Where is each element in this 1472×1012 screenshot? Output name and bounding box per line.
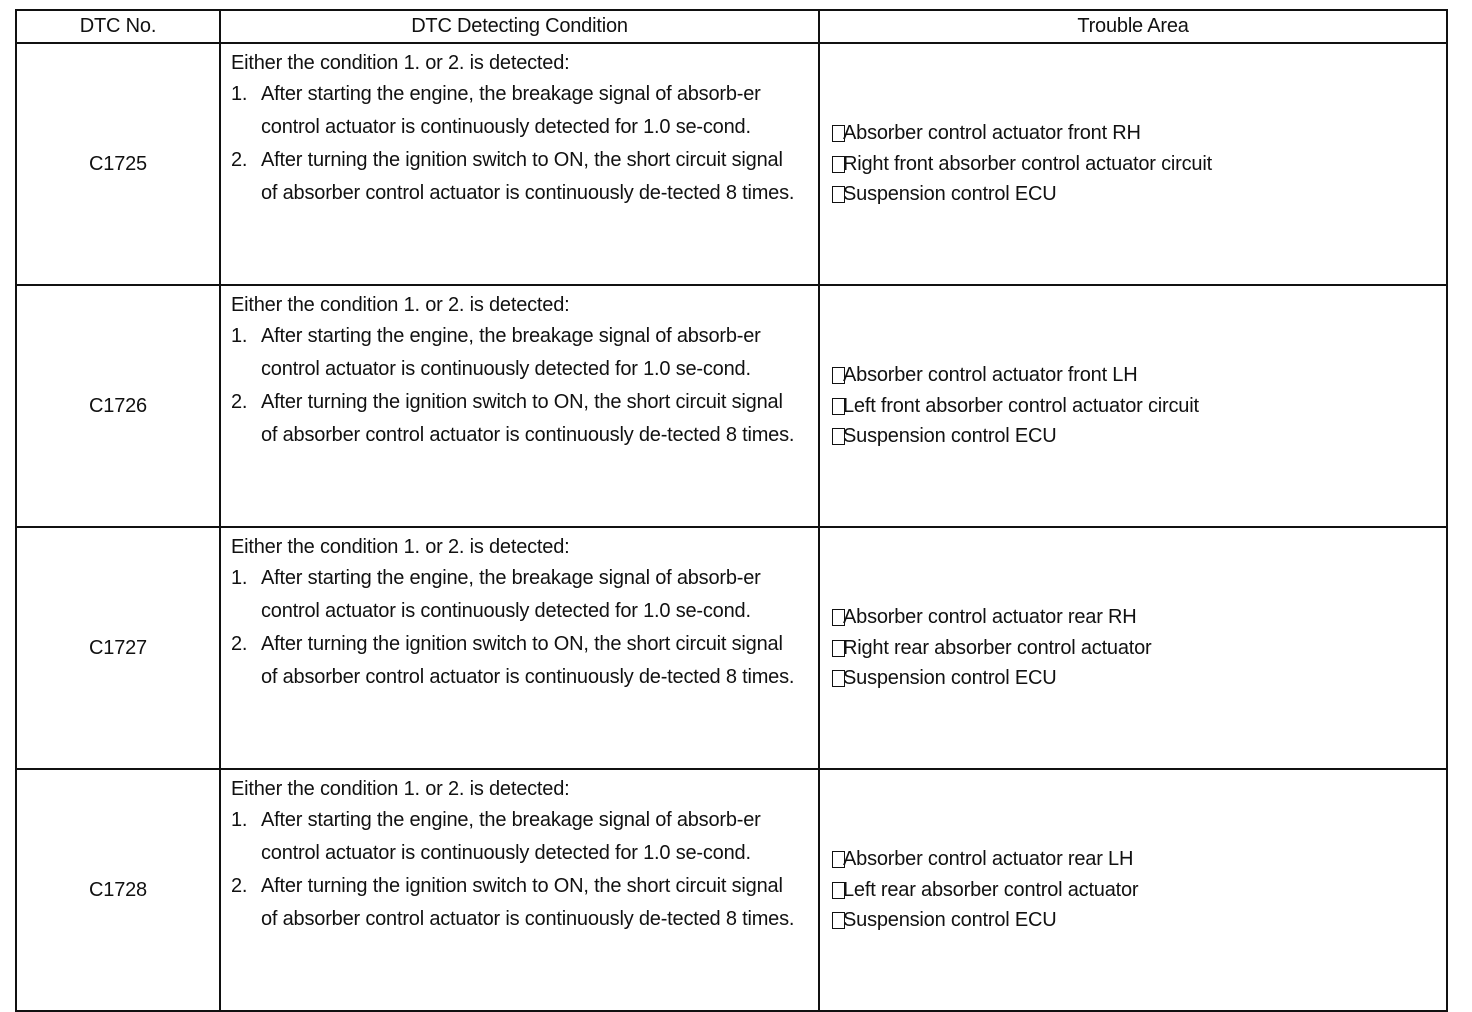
condition-text: After turning the ignition switch to ON, the short circuit signal of absorber control actuator is continuously de-tected 8 times. [261,149,795,204]
trouble-area [819,527,1447,769]
trouble-area-label: Right rear absorber control actuator [843,636,1152,659]
condition-item [231,144,802,210]
table-row [16,285,1447,527]
condition-item [231,628,802,694]
trouble-area-label: Right front absorber control actuator circuit [843,152,1212,175]
condition-item [231,870,802,936]
trouble-area-label: Absorber control actuator front RH [843,122,1141,145]
condition-number: 2. [231,633,248,655]
dtc-code: C1726 [16,285,220,527]
trouble-area-label: Absorber control actuator rear LH [843,848,1134,871]
trouble-area-label: Suspension control ECU [843,183,1057,206]
detecting-condition [220,43,819,285]
condition-number: 1. [231,83,248,105]
condition-text: After turning the ignition switch to ON, the short circuit signal of absorber control actuator is continuously de-tected 8 times. [261,633,795,688]
header-condition: DTC Detecting Condition [220,10,819,43]
condition-number: 2. [231,875,248,897]
trouble-area-item [832,360,1446,391]
trouble-area [819,43,1447,285]
trouble-area-label: Left front absorber control actuator circuit [843,394,1199,417]
dtc-code: C1728 [16,769,220,1011]
trouble-area [819,285,1447,527]
trouble-area-item [832,602,1446,633]
condition-item [231,78,802,144]
condition-text: After starting the engine, the breakage signal of absorb-er control actuator is continuously detected for 1.0 se-cond. [261,809,761,864]
condition-number: 1. [231,325,248,347]
trouble-area-label: Suspension control ECU [843,909,1057,932]
condition-number: 1. [231,809,248,831]
condition-item [231,804,802,870]
table-row [16,769,1447,1011]
table-body [16,43,1447,1011]
condition-item [231,562,802,628]
trouble-area-item [832,149,1446,180]
trouble-area [819,769,1447,1011]
condition-list [231,562,802,694]
table-row [16,43,1447,285]
trouble-area-label: Suspension control ECU [843,425,1057,448]
header-trouble-area: Trouble Area [819,10,1447,43]
detecting-condition [220,769,819,1011]
trouble-area-label: Left rear absorber control actuator [843,878,1139,901]
trouble-area-item [832,633,1446,664]
condition-item [231,386,802,452]
dtc-code: C1725 [16,43,220,285]
condition-text: After starting the engine, the breakage signal of absorb-er control actuator is continuously detected for 1.0 se-cond. [261,325,761,380]
condition-text: After turning the ignition switch to ON, the short circuit signal of absorber control actuator is continuously de-tected 8 times. [261,875,795,930]
table-row [16,527,1447,769]
header-dtc-no: DTC No. [16,10,220,43]
trouble-area-item [832,875,1446,906]
condition-number: 2. [231,149,248,171]
trouble-area-item [832,118,1446,149]
trouble-area-item [832,663,1446,694]
header-row [16,10,1447,43]
detecting-condition [220,527,819,769]
trouble-area-item [832,844,1446,875]
condition-number: 1. [231,567,248,589]
trouble-area-item [832,179,1446,210]
condition-item [231,320,802,386]
condition-intro: Either the condition 1. or 2. is detected: [231,778,570,800]
condition-intro: Either the condition 1. or 2. is detected: [231,52,570,74]
condition-intro: Either the condition 1. or 2. is detected: [231,294,570,316]
detecting-condition [220,285,819,527]
condition-text: After starting the engine, the breakage signal of absorb-er control actuator is continuously detected for 1.0 se-cond. [261,567,761,622]
condition-text: After starting the engine, the breakage signal of absorb-er control actuator is continuously detected for 1.0 se-cond. [261,83,761,138]
trouble-area-item [832,391,1446,422]
condition-list [231,78,802,210]
condition-number: 2. [231,391,248,413]
trouble-area-item [832,905,1446,936]
dtc-code: C1727 [16,527,220,769]
dtc-table [15,9,1448,1012]
condition-intro: Either the condition 1. or 2. is detected: [231,536,570,558]
trouble-area-label: Suspension control ECU [843,667,1057,690]
condition-list [231,804,802,936]
condition-text: After turning the ignition switch to ON, the short circuit signal of absorber control actuator is continuously de-tected 8 times. [261,391,795,446]
trouble-area-label: Absorber control actuator front LH [843,364,1138,387]
condition-list [231,320,802,452]
trouble-area-label: Absorber control actuator rear RH [843,606,1137,629]
trouble-area-item [832,421,1446,452]
